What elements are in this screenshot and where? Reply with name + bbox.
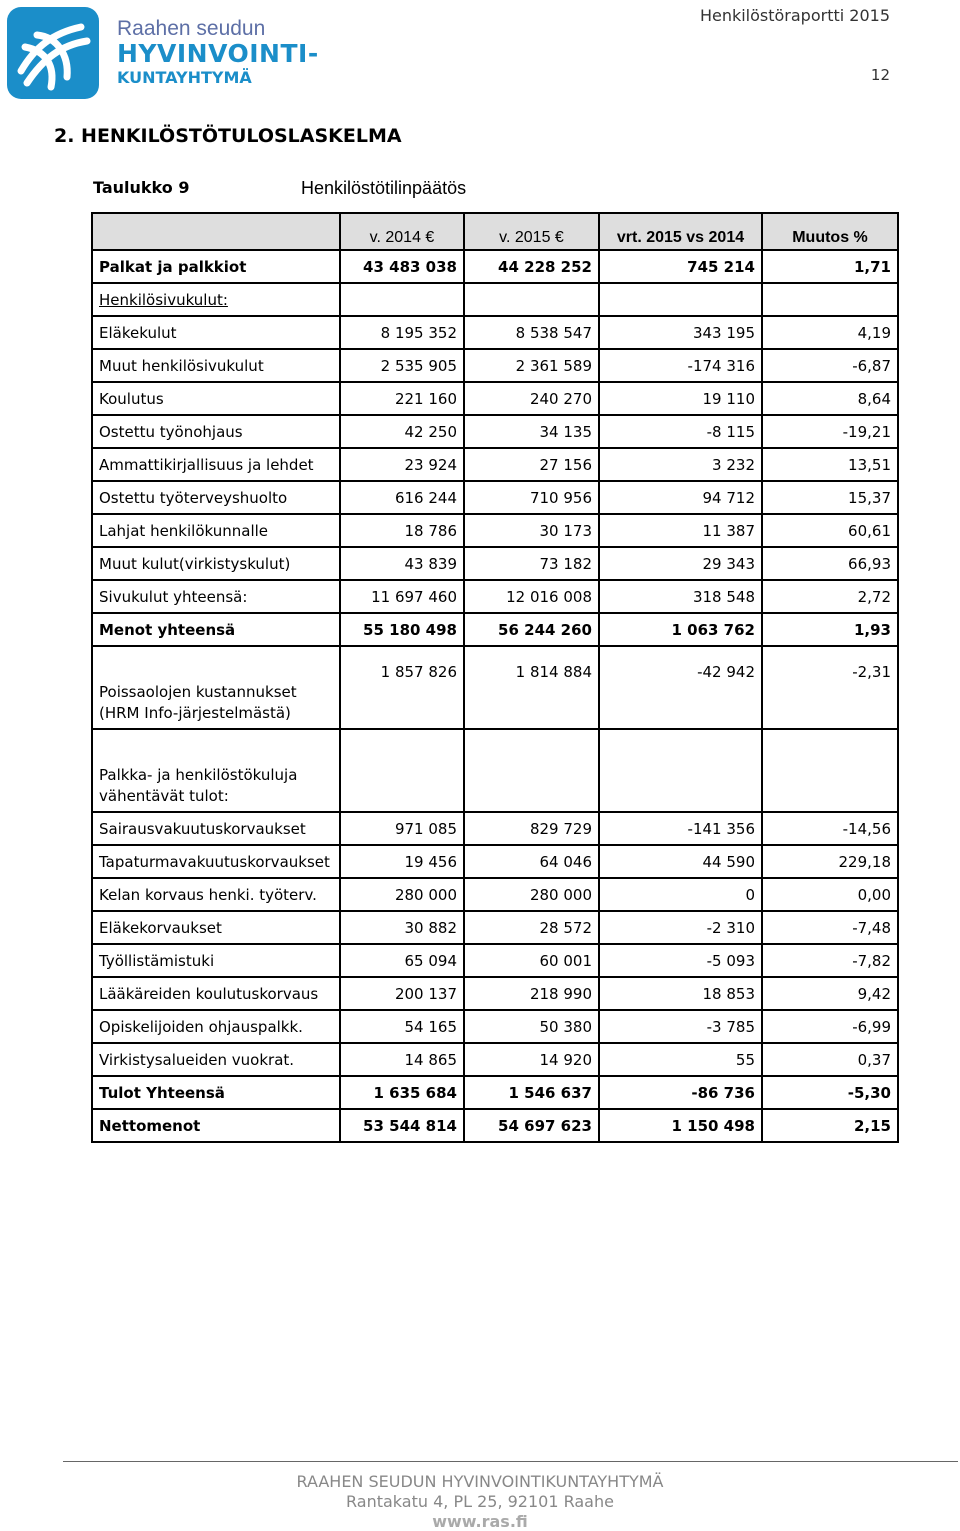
cell-value-2014: 14 865 [340, 1043, 464, 1076]
cell-difference: 44 590 [599, 845, 762, 878]
row-label [92, 1076, 340, 1109]
cell-change-percent: 2,15 [762, 1109, 898, 1142]
cell-change-percent: 0,00 [762, 878, 898, 911]
row-label-text: Muut kulut(virkistyskulut) [99, 554, 291, 573]
cell-value-2015: 829 729 [464, 812, 599, 845]
cell-difference: 94 712 [599, 481, 762, 514]
cell-value-2014: 1 857 826 [340, 646, 464, 729]
row-label-text: Virkistysalueiden vuokrat. [99, 1050, 295, 1069]
cell-value-2014: 42 250 [340, 415, 464, 448]
row-label [92, 250, 340, 283]
row-label [92, 481, 340, 514]
cell-value-2014: 43 839 [340, 547, 464, 580]
row-label [92, 1043, 340, 1076]
row-label [92, 911, 340, 944]
table-row [92, 514, 898, 547]
cell-difference: 0 [599, 878, 762, 911]
cell-value-2014: 8 195 352 [340, 316, 464, 349]
row-label [92, 878, 340, 911]
table-row [92, 911, 898, 944]
cell-difference: -174 316 [599, 349, 762, 382]
row-label [92, 1109, 340, 1142]
row-label-text: Opiskelijoiden ohjauspalkk. [99, 1017, 303, 1036]
cell-value-2014: 1 635 684 [340, 1076, 464, 1109]
cell-value-2014: 616 244 [340, 481, 464, 514]
row-label-text: Tapaturmavakuutuskorvaukset [99, 852, 330, 871]
organization-name [117, 18, 319, 88]
footer-address: Rantakatu 4, PL 25, 92101 Raahe [346, 1492, 614, 1511]
org-name-line-2: HYVINVOINTI- [117, 39, 319, 68]
table-row [92, 547, 898, 580]
footer-divider [63, 1461, 958, 1462]
cell-value-2014: 2 535 905 [340, 349, 464, 382]
cell-difference: 1 063 762 [599, 613, 762, 646]
row-label [92, 283, 340, 316]
table-caption: Henkilöstötilinpäätös [301, 178, 467, 198]
table-row [92, 580, 898, 613]
cell-change-percent: 1,93 [762, 613, 898, 646]
cell-change-percent: 1,71 [762, 250, 898, 283]
table-row [92, 1109, 898, 1142]
row-label [92, 613, 340, 646]
cell-change-percent [762, 729, 898, 812]
section-title: 2. HENKILÖSTÖTULOSLASKELMA [54, 125, 402, 147]
table-row [92, 283, 898, 316]
cell-change-percent: -2,31 [762, 646, 898, 729]
row-label-text: Henkilösivukulut: [99, 290, 228, 309]
cell-difference: 343 195 [599, 316, 762, 349]
cell-value-2015: 56 244 260 [464, 613, 599, 646]
table-row [92, 977, 898, 1010]
cell-change-percent: -5,30 [762, 1076, 898, 1109]
table-row [92, 646, 898, 729]
cell-change-percent: -7,82 [762, 944, 898, 977]
row-label-text: Palkka- ja henkilöstökuluja vähentävät tulot: [99, 766, 298, 805]
row-label [92, 448, 340, 481]
cell-value-2015: 14 920 [464, 1043, 599, 1076]
cell-difference: 745 214 [599, 250, 762, 283]
row-label-text: Sivukulut yhteensä: [99, 587, 248, 606]
row-label-text: Lahjat henkilökunnalle [99, 521, 269, 540]
cell-value-2015: 218 990 [464, 977, 599, 1010]
table-row [92, 481, 898, 514]
row-label-text: Menot yhteensä [99, 620, 236, 639]
cell-difference: -3 785 [599, 1010, 762, 1043]
row-label-text: Lääkäreiden koulutuskorvaus [99, 984, 319, 1003]
cell-value-2014: 19 456 [340, 845, 464, 878]
table-row [92, 415, 898, 448]
row-label-text: Muut henkilösivukulut [99, 356, 264, 375]
cell-change-percent: 66,93 [762, 547, 898, 580]
table-row [92, 1043, 898, 1076]
cell-change-percent [762, 283, 898, 316]
row-label [92, 415, 340, 448]
cell-difference: 318 548 [599, 580, 762, 613]
cell-difference: 3 232 [599, 448, 762, 481]
cell-difference: 18 853 [599, 977, 762, 1010]
table-label: Taulukko 9 [93, 178, 190, 197]
table-row [92, 1010, 898, 1043]
header-cell-label [92, 213, 340, 250]
cell-change-percent: 13,51 [762, 448, 898, 481]
table-row [92, 349, 898, 382]
cell-value-2014: 53 544 814 [340, 1109, 464, 1142]
cell-value-2014: 55 180 498 [340, 613, 464, 646]
table-row [92, 382, 898, 415]
cell-value-2014: 221 160 [340, 382, 464, 415]
row-label-text: Kelan korvaus henki. työterv. [99, 885, 317, 904]
cell-difference [599, 283, 762, 316]
cell-value-2014 [340, 283, 464, 316]
table-row [92, 878, 898, 911]
cell-value-2015 [464, 729, 599, 812]
cell-difference: 29 343 [599, 547, 762, 580]
cell-value-2015: 54 697 623 [464, 1109, 599, 1142]
cell-value-2015: 30 173 [464, 514, 599, 547]
org-name-line-1: Raahen seudun [117, 17, 266, 40]
table-row [92, 316, 898, 349]
table-row [92, 448, 898, 481]
row-label [92, 547, 340, 580]
cell-value-2015: 34 135 [464, 415, 599, 448]
cell-change-percent: 2,72 [762, 580, 898, 613]
cell-change-percent: -14,56 [762, 812, 898, 845]
cell-difference: 55 [599, 1043, 762, 1076]
row-label [92, 1010, 340, 1043]
row-label-text: Työllistämistuki [99, 951, 215, 970]
cell-change-percent: 60,61 [762, 514, 898, 547]
row-label [92, 316, 340, 349]
row-label-text: Eläkekorvaukset [99, 918, 222, 937]
table-row [92, 845, 898, 878]
row-label [92, 646, 340, 729]
cell-value-2014: 43 483 038 [340, 250, 464, 283]
row-label-text: Palkat ja palkkiot [99, 257, 247, 276]
table-row [92, 250, 898, 283]
personnel-financial-table [91, 212, 899, 1143]
row-label-text: Tulot Yhteensä [99, 1083, 225, 1102]
report-title: Henkilöstöraportti 2015 [699, 6, 890, 25]
table-row [92, 812, 898, 845]
cell-value-2014: 30 882 [340, 911, 464, 944]
cell-difference: -2 310 [599, 911, 762, 944]
cell-change-percent: -7,48 [762, 911, 898, 944]
cell-value-2014: 200 137 [340, 977, 464, 1010]
org-name-line-3: KUNTAYHTYMÄ [117, 68, 252, 87]
cell-value-2015: 710 956 [464, 481, 599, 514]
cell-change-percent: -6,99 [762, 1010, 898, 1043]
row-label [92, 580, 340, 613]
table-header-row [92, 213, 898, 250]
cell-change-percent: 229,18 [762, 845, 898, 878]
cell-change-percent: -19,21 [762, 415, 898, 448]
table-row [92, 1076, 898, 1109]
organization-logo [7, 7, 99, 99]
cell-difference: 11 387 [599, 514, 762, 547]
cell-change-percent: 0,37 [762, 1043, 898, 1076]
cell-value-2015: 60 001 [464, 944, 599, 977]
cell-change-percent: -6,87 [762, 349, 898, 382]
cell-value-2015: 240 270 [464, 382, 599, 415]
cell-change-percent: 15,37 [762, 481, 898, 514]
table-row [92, 613, 898, 646]
cell-value-2014: 11 697 460 [340, 580, 464, 613]
row-label-text: Sairausvakuutuskorvaukset [99, 819, 306, 838]
header-cell-change-percent: Muutos % [762, 213, 898, 250]
cell-value-2015: 28 572 [464, 911, 599, 944]
row-label [92, 382, 340, 415]
cell-difference: -86 736 [599, 1076, 762, 1109]
row-label-text: Ammattikirjallisuus ja lehdet [99, 455, 314, 474]
cell-value-2014: 280 000 [340, 878, 464, 911]
cell-value-2015: 1 814 884 [464, 646, 599, 729]
row-label-text: Ostettu työterveyshuolto [99, 488, 288, 507]
row-label [92, 812, 340, 845]
cell-value-2015: 50 380 [464, 1010, 599, 1043]
row-label-text: Koulutus [99, 389, 164, 408]
knot-logo-icon [7, 7, 99, 99]
row-label-text: Eläkekulut [99, 323, 177, 342]
table-row [92, 944, 898, 977]
footer-organization: RAAHEN SEUDUN HYVINVOINTIKUNTAYHTYMÄ [296, 1472, 664, 1491]
cell-value-2015: 280 000 [464, 878, 599, 911]
row-label [92, 349, 340, 382]
page-number: 12 [870, 66, 890, 84]
cell-value-2015: 73 182 [464, 547, 599, 580]
row-label-text: Poissaolojen kustannukset (HRM Info-järjestelmästä) [99, 683, 297, 722]
row-label [92, 729, 340, 812]
cell-value-2015: 12 016 008 [464, 580, 599, 613]
cell-value-2015 [464, 283, 599, 316]
cell-change-percent: 9,42 [762, 977, 898, 1010]
cell-value-2015: 64 046 [464, 845, 599, 878]
row-label-text: Nettomenot [99, 1116, 201, 1135]
row-label [92, 845, 340, 878]
cell-difference: -8 115 [599, 415, 762, 448]
row-label-text: Ostettu työnohjaus [99, 422, 243, 441]
cell-value-2014: 18 786 [340, 514, 464, 547]
cell-change-percent: 4,19 [762, 316, 898, 349]
cell-value-2015: 2 361 589 [464, 349, 599, 382]
cell-value-2014: 65 094 [340, 944, 464, 977]
row-label [92, 944, 340, 977]
cell-difference: -141 356 [599, 812, 762, 845]
header-cell-2014: v. 2014 € [340, 213, 464, 250]
header-cell-difference: vrt. 2015 vs 2014 [599, 213, 762, 250]
header-cell-2015: v. 2015 € [464, 213, 599, 250]
cell-value-2014 [340, 729, 464, 812]
cell-value-2015: 1 546 637 [464, 1076, 599, 1109]
cell-value-2015: 27 156 [464, 448, 599, 481]
cell-difference: -5 093 [599, 944, 762, 977]
row-label [92, 977, 340, 1010]
cell-difference: -42 942 [599, 646, 762, 729]
row-label [92, 514, 340, 547]
cell-difference: 19 110 [599, 382, 762, 415]
cell-value-2014: 54 165 [340, 1010, 464, 1043]
footer-website: www.ras.fi [432, 1512, 528, 1531]
cell-difference [599, 729, 762, 812]
cell-value-2014: 23 924 [340, 448, 464, 481]
cell-difference: 1 150 498 [599, 1109, 762, 1142]
cell-value-2015: 8 538 547 [464, 316, 599, 349]
cell-change-percent: 8,64 [762, 382, 898, 415]
cell-value-2015: 44 228 252 [464, 250, 599, 283]
table-row [92, 729, 898, 812]
cell-value-2014: 971 085 [340, 812, 464, 845]
